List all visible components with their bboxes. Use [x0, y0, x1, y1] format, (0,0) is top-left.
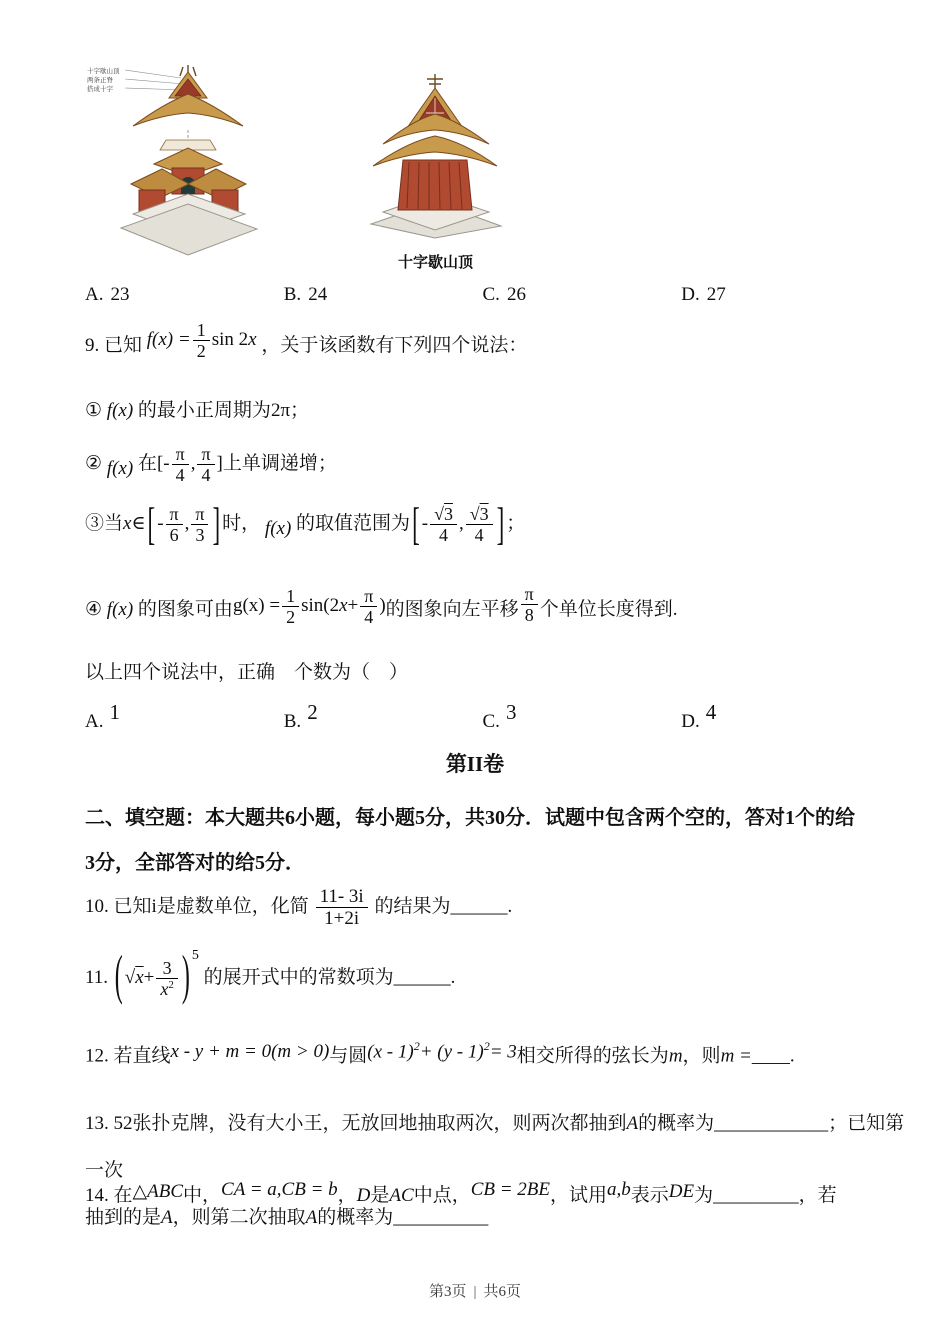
q9-intro-post: ，关于该函数有下列四个说法：	[261, 335, 528, 357]
question13	[85, 1100, 920, 1241]
s3-fraction-1: $\frac{\pi}{6}$	[166, 504, 183, 545]
q13-text-4: 抽到的是	[85, 1207, 162, 1228]
s4-fraction-pi4: $\frac{\pi}{4}$	[360, 586, 377, 627]
left-figure-label-1: 十字歇山顶	[87, 68, 120, 75]
s4-right-paren: )	[379, 595, 386, 617]
question12	[85, 1039, 935, 1070]
q9-option-a-label: A.	[85, 711, 104, 732]
s4-sin: sin(2	[301, 595, 340, 617]
q11-text-1: 的展开式中的常数项为	[203, 967, 394, 989]
s3-element-of: ∈	[131, 513, 146, 535]
q14-text-3: ，	[337, 1185, 357, 1206]
q8-option-d-value: 27	[706, 284, 726, 305]
s2-left-bracket: [-	[156, 453, 170, 475]
s3-sqrt-fraction-1: $\frac{√3}{4}$	[430, 504, 457, 545]
q9-option-a	[85, 700, 284, 736]
s4-text-3: 个单位长度得到.	[539, 599, 678, 621]
q14-text-7: 表示	[630, 1185, 669, 1206]
question11	[85, 946, 915, 1007]
s4-gx: g(x) =	[232, 595, 281, 617]
s3-range-text: 的取值范围为	[296, 513, 411, 535]
s3-right-bracket-2: ]	[496, 498, 505, 549]
q10-blank: ______.	[450, 896, 513, 918]
q12-text-3: 相交所得的弦长为	[516, 1045, 669, 1067]
q8-option-d	[681, 282, 880, 309]
s3-minus-2: -	[421, 513, 429, 535]
q12-m: m	[668, 1045, 683, 1067]
q9-option-b	[283, 700, 483, 736]
q14-ab-vectors: a,b	[607, 1179, 631, 1200]
q9-number: 9.	[85, 335, 100, 357]
s4-text-2: 的图象向左平移	[385, 599, 519, 621]
figure-left-exploded-roof	[85, 62, 290, 267]
q9-summary-text: 以上四个说法中，正确 个数为（ ）	[85, 662, 409, 683]
s2-comma: ,	[190, 453, 196, 475]
q13-blank-2: __________	[393, 1207, 489, 1228]
s3-left-bracket-2: [	[412, 498, 420, 549]
q9-summary	[85, 660, 785, 687]
s3-comma: ,	[184, 513, 190, 535]
s3-left-bracket: [	[147, 498, 156, 549]
q14-triangle-abc: △ABC	[132, 1181, 184, 1202]
q13-blank-1: ____________	[714, 1113, 829, 1134]
q14-vector-equation-2: CB = 2BE	[470, 1179, 551, 1200]
q11-fraction: $\frac{3}{x^2}$	[156, 958, 178, 999]
q14-segment-ac: AC	[389, 1185, 414, 1206]
q11-exponent: 5	[191, 948, 199, 964]
s3-comma-2: ,	[458, 513, 464, 535]
s2-zai: 在	[137, 453, 157, 475]
q10-text-1: 已知	[113, 896, 152, 918]
q14-text-8: 为	[694, 1185, 714, 1206]
q14-vector-de: DE	[668, 1181, 695, 1202]
q9-option-d	[681, 700, 880, 736]
q9-option-b-label: B.	[283, 711, 302, 732]
s2-right-bracket: ]	[216, 453, 223, 475]
s3-right-bracket: ]	[212, 498, 221, 549]
s3-marker: ③	[85, 513, 105, 535]
q9-option-c-label: C.	[482, 711, 500, 732]
footer-total-pages: 共6页	[483, 1284, 522, 1300]
q12-line-equation: x - y + m = 0(m > 0)	[170, 1041, 330, 1063]
footer-page-number: 第3页	[428, 1284, 467, 1300]
q9-sin-term: sin 2	[211, 329, 249, 351]
q9-statement-4	[85, 584, 945, 631]
question10	[85, 886, 915, 930]
exploded-roof-illustration	[85, 62, 290, 267]
q9-formula	[147, 320, 257, 361]
s2-text: 上单调递增；	[222, 453, 337, 475]
q11-right-paren: )	[181, 946, 190, 1007]
s1-fx: f(x)	[106, 400, 134, 421]
radicand-2: 3	[479, 504, 489, 524]
s3-sqrt-fraction-2: $\frac{√3}{4}$	[466, 504, 493, 545]
right-figure-caption: 十字歇山顶	[397, 254, 473, 271]
q8-option-d-label: D.	[681, 284, 700, 305]
q9-sin-x: x	[248, 329, 257, 351]
section2-line1: 二、填空题：本大题共6小题，每小题5分，共30分．试题中包含两个空的，答对1个的给	[85, 807, 855, 829]
q11-number: 11.	[85, 967, 109, 989]
s3-fx: f(x)	[264, 518, 292, 540]
figure-right-pavilion	[343, 68, 528, 271]
question14	[85, 1179, 925, 1210]
q13-text-3: ；已知第一次	[85, 1113, 905, 1181]
q9-option-b-value: 2	[307, 700, 318, 724]
page-footer	[0, 1282, 950, 1303]
q10-i-unit: i	[151, 896, 157, 918]
q14-number: 14.	[85, 1185, 109, 1206]
s3-shi: 时，	[222, 513, 261, 535]
q11-plus: +	[143, 967, 155, 989]
q8-option-a-label: A.	[85, 284, 104, 305]
section2-line2: 3分，全部答对的给5分．	[85, 852, 305, 874]
q12-m-equals: m =	[720, 1045, 752, 1067]
s1-marker: ①	[85, 400, 103, 421]
s4-fraction-half: $\frac{1}{2}$	[282, 586, 299, 627]
s4-plus: +	[347, 595, 359, 617]
left-figure-label-3: 搭成十字	[87, 86, 113, 93]
q13-card-a-1: A	[626, 1113, 639, 1134]
q14-text-4: 是	[370, 1185, 390, 1206]
q11-radicand-x: x	[135, 967, 144, 989]
q9-known-text: 已知	[104, 335, 143, 357]
s4-marker: ④	[85, 599, 103, 621]
q12-text-2: 与圆	[329, 1045, 368, 1067]
question9-options	[85, 700, 880, 736]
s1-text: 的最小正周期为	[137, 400, 271, 421]
q9-option-d-label: D.	[681, 711, 700, 732]
q14-text-2: 中，	[183, 1185, 222, 1206]
q10-text-2: 是虚数单位，化简	[156, 896, 309, 918]
q11-sqrt	[125, 967, 144, 988]
section2-header	[85, 796, 895, 886]
q14-vector-equation-1: CA = a,CB = b	[221, 1179, 338, 1200]
q13-text-5: ，则第二次抽取	[172, 1207, 306, 1228]
q12-number: 12.	[85, 1045, 109, 1067]
q14-text-9: ，若	[798, 1185, 837, 1206]
q8-option-c	[483, 282, 682, 309]
q9-option-c-value: 3	[505, 700, 517, 724]
s3-fraction-2: $\frac{\pi}{3}$	[191, 504, 208, 545]
q14-point-d: D	[356, 1185, 371, 1206]
q13-card-a-3: A	[305, 1207, 318, 1228]
q8-option-b-value: 24	[308, 284, 328, 305]
s2-fx: f(x)	[106, 458, 134, 480]
q8-option-a-value: 23	[110, 284, 130, 305]
q10-text-3: 的结果为	[374, 896, 451, 918]
q14-text-5: 中点，	[413, 1185, 471, 1206]
q9-fx: f(x) =	[146, 329, 191, 351]
q10-fraction: $\frac{11- 3i}{1+2i}$	[316, 886, 368, 930]
s2-fraction-1: $\frac{\pi}{4}$	[172, 444, 189, 485]
s1-period: 2π	[270, 400, 291, 421]
q13-number: 13.	[85, 1113, 109, 1134]
q11-blank: ______.	[393, 967, 456, 989]
s2-marker: ②	[85, 453, 103, 475]
q8-option-a	[85, 282, 284, 309]
q13-text-1: 52张扑克牌，没有大小王，无放回地抽取两次，则两次都抽到	[113, 1113, 627, 1134]
s3-minus: -	[157, 513, 164, 535]
q8-option-b-label: B.	[283, 284, 302, 305]
q14-text-6: ，试用	[550, 1185, 608, 1206]
q12-blank: ____.	[751, 1045, 795, 1067]
s4-fx: f(x)	[106, 599, 134, 621]
s1-end: ；	[290, 400, 310, 421]
q9-option-a-value: 1	[109, 700, 120, 724]
s2-fraction-2: $\frac{\pi}{4}$	[197, 444, 214, 485]
s4-fraction-pi8: $\frac{\pi}{8}$	[521, 584, 538, 625]
q10-number: 10.	[85, 896, 109, 918]
q9-statement-1	[85, 398, 915, 425]
question8-options	[85, 282, 880, 309]
q9-statement-3	[85, 498, 945, 549]
q12-text-1: 若直线	[113, 1045, 171, 1067]
q8-option-b	[284, 282, 483, 309]
q11-radical-sign: √	[124, 967, 136, 989]
q13-text-2: 的概率为	[638, 1113, 715, 1134]
part2-title	[0, 750, 950, 779]
footer-separator: |	[473, 1284, 477, 1300]
s4-text-1: 的图象可由	[137, 599, 233, 621]
s3-dang: 当	[104, 513, 124, 535]
radical-sign-2: √	[469, 504, 480, 524]
q13-text-6: 的概率为	[317, 1207, 394, 1228]
s3-end: ；	[506, 513, 526, 535]
left-figure-label-2: 两条正脊	[87, 77, 113, 84]
radical-sign: √	[434, 504, 444, 524]
q14-text-1: 在	[113, 1185, 133, 1206]
s3-x: x	[123, 513, 132, 535]
pavilion-illustration	[343, 68, 528, 240]
q12-text-4: ，则	[682, 1045, 721, 1067]
part2-title-text: 第II卷	[445, 752, 505, 776]
q8-option-c-label: C.	[482, 284, 500, 305]
radicand: 3	[443, 504, 453, 524]
question9-intro	[85, 320, 915, 367]
q13-card-a-2: A	[161, 1207, 173, 1228]
q14-blank: _________	[713, 1185, 799, 1206]
q9-statement-2	[85, 444, 915, 485]
q12-circle-equation: (x - 1)$^2$+ (y - 1)$^2$= 3	[367, 1039, 517, 1063]
s4-g-formula	[233, 586, 386, 627]
s4-x: x	[339, 595, 348, 617]
q9-fraction-half: $\frac{1}{2}$	[193, 320, 210, 361]
q11-left-paren: (	[114, 946, 123, 1007]
q9-option-c	[482, 700, 682, 736]
q9-option-d-value: 4	[705, 700, 717, 724]
q8-option-c-value: 26	[506, 284, 526, 305]
